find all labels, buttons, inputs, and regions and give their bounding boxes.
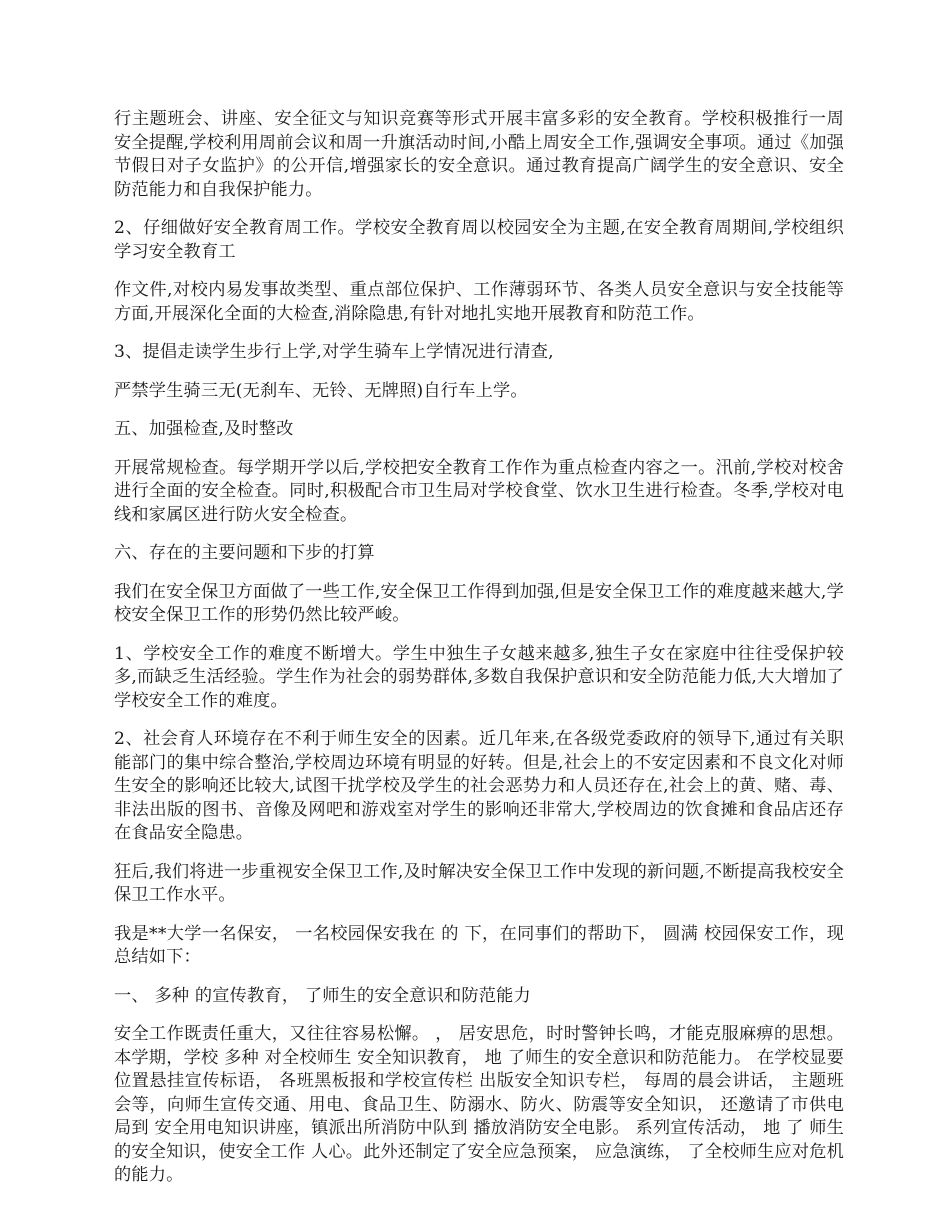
paragraph-bicycle-ban: 严禁学生骑三无(无刹车、无铃、无牌照)自行车上学。	[114, 380, 528, 401]
paragraph-problem-two: 2、社会育人环境存在不利于师生安全的因素。近几年来,在各级党委政府的领导下,通过有关职能部门的集中综合整治,学校周边环境有明显的好转。但是,社会上的不安定因素和不良文化对师生安全的影响还比较大,试图干扰学校及学生的社会恶势力和人员还存在,社会上的黄、赌、毒、非法出版的图书、音像及网吧和游戏室对学生的影响还非常大,学校周边的饮食摊和食品店还存在食品安全隐患。	[114, 729, 844, 843]
paragraph-safety-week: 2、仔细做好安全教育周工作。学校安全教育周以校园安全为主题,在安全教育周期间,学校组织学习安全教育工	[114, 218, 844, 262]
paragraph-problem-one: 1、学校安全工作的难度不断增大。学生中独生子女越来越多,独生子女在家庭中往往受保护较多,而缺乏生活经验。学生作为社会的弱势群体,多数自我保护意识和安全防范能力低,大大增加了学校安全工作的难度。	[114, 643, 844, 711]
paragraph-future-plan: 狂后,我们将进一步重视安全保卫工作,及时解决安全保卫工作中发现的新问题,不断提高我校安全保卫工作水平。	[114, 861, 844, 905]
paragraph-safety-activities: 行主题班会、讲座、安全征文与知识竞赛等形式开展丰富多彩的安全教育。学校积极推行一周安全提醒,学校利用周前会议和周一升旗活动时间,小酷上周安全工作,强调安全事项。通过《加强节假日对子女监护》的公开信,增强家长的安全意识。通过教育提高广阔学生的安全意识、安全防范能力和自我保护能力。	[114, 109, 844, 200]
paragraph-routine-inspection: 开展常规检查。每学期开学以后,学校把安全教育工作作为重点检查内容之一。汛前,学校对校舍进行全面的安全检查。同时,积极配合市卫生局对学校食堂、饮水卫生进行检查。冬季,学校对电线和家属区进行防火安全检查。	[114, 457, 844, 525]
section-heading-publicity: 一、 多种 的宣传教育， 了师生的安全意识和防范能力	[114, 985, 531, 1006]
section-heading-problems: 六、存在的主要问题和下步的打算	[114, 543, 375, 563]
paragraph-guard-intro: 我是**大学一名保安， 一名校园保安我在 的 下，在同事们的帮助下， 圆满 校园保安工作，现总结如下：	[114, 923, 844, 967]
section-heading-inspection: 五、加强检查,及时整改	[114, 419, 294, 439]
paragraph-walking-to-school: 3、提倡走读学生步行上学,对学生骑车上学情况进行清查,	[114, 342, 554, 362]
paragraph-publicity-education: 安全工作既责任重大，又往往容易松懈。 ， 居安思危，时时警钟长鸣，才能克服麻痹的思想。本学期，学校 多种 对全校师生 安全知识教育， 地 了师生的安全意识和防范能力。 在学校显要位置悬挂宣传标语， 各班黑板报和学校宣传栏 出版安全知识专栏， 每周的晨会讲话， 主题班会等，向师生宣传交通、用电、食品卫生、防溺水、防火、防震等安全知识， 还邀请了市供电局到 安全用电知识讲座，镇派出所消防中队到 播放消防安全电影。 系列宣传活动， 地 了 师生的安全知识，使安全工作 人心。此外还制定了安全应急预案， 应急演练， 了全校师生应对危机的能力。	[114, 1024, 844, 1185]
document-page	[114, 108, 844, 1188]
paragraph-safety-week-continued: 作文件,对校内易发事故类型、重点部位保护、工作薄弱环节、各类人员安全意识与安全技能等方面,开展深化全面的大检查,消除隐患,有针对地扎实地开展教育和防范工作。	[114, 280, 844, 324]
paragraph-problems-intro: 我们在安全保卫方面做了一些工作,安全保卫工作得到加强,但是安全保卫工作的难度越来越大,学校安全保卫工作的形势仍然比较严峻。	[114, 581, 844, 625]
